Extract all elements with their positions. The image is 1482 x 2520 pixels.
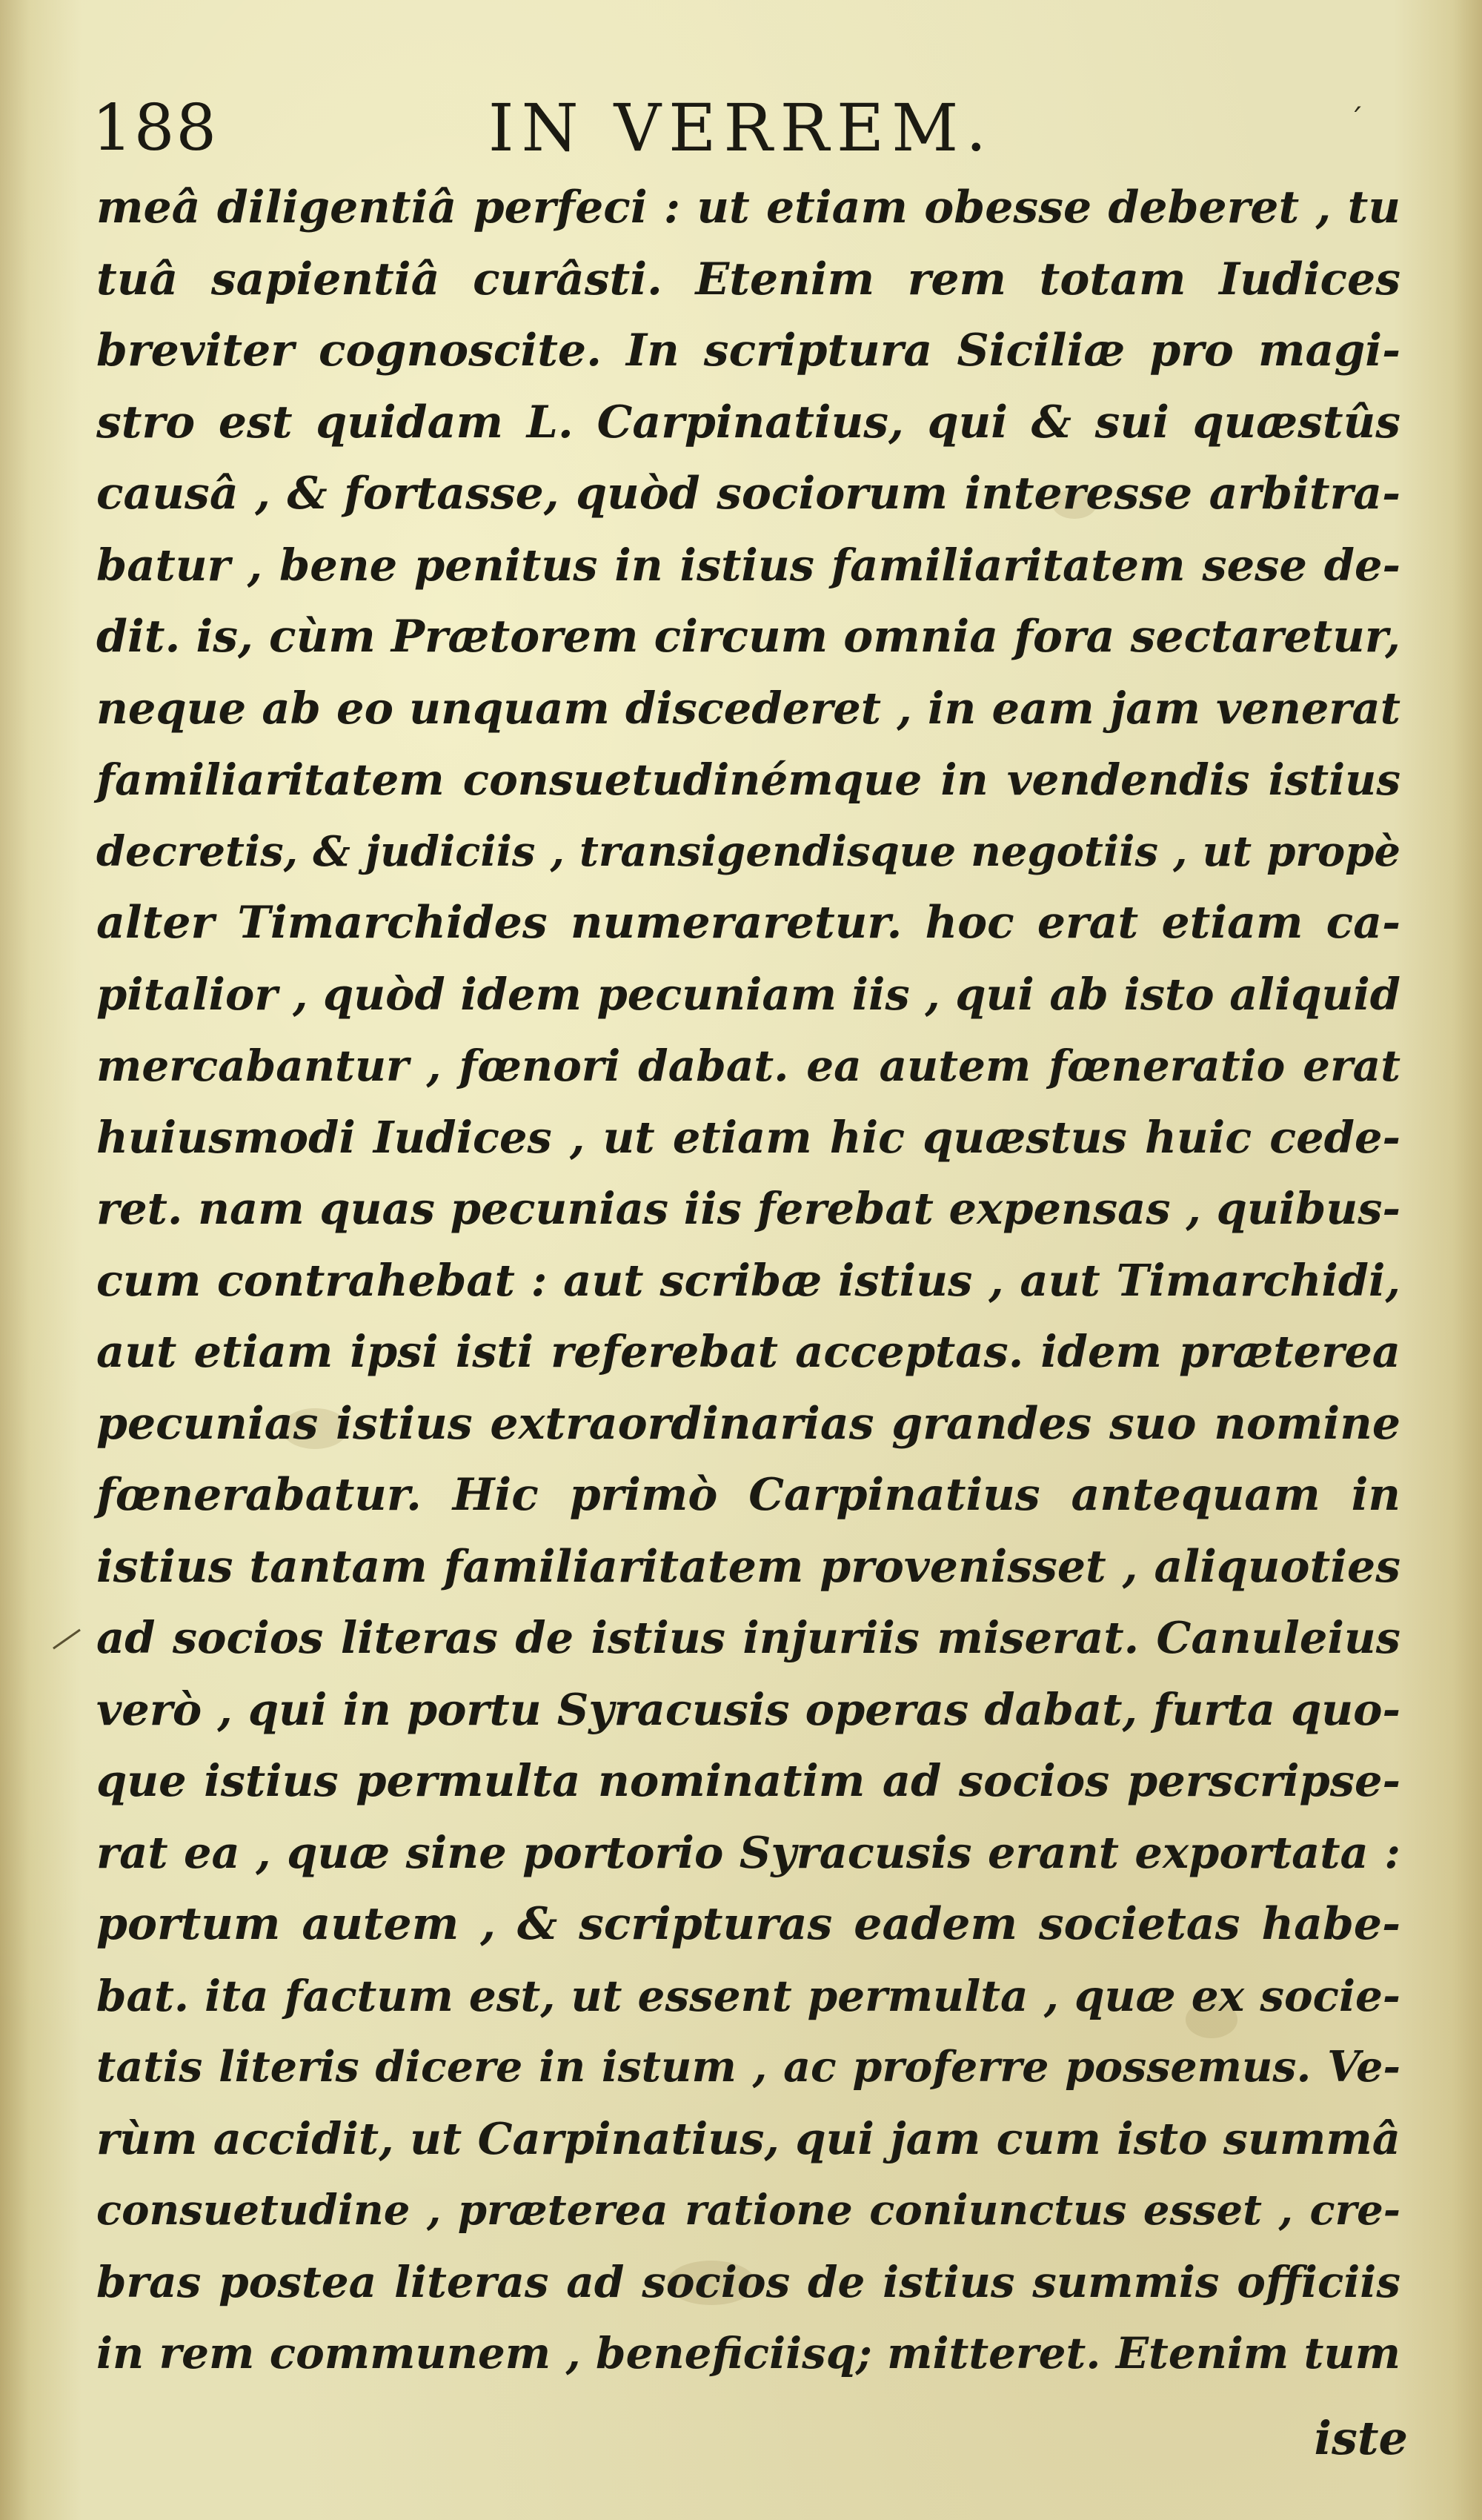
text-line: mercabantur , fœnori dabat. ea autem fœneratio erat [96, 1041, 1400, 1091]
text-line: batur , bene penitus in istius familiaritatem sese de- [96, 539, 1400, 591]
text-line: breviter cognoscite. In scriptura Siciliæ pro magi- [96, 325, 1400, 377]
text-line: pitalior , quòd idem pecuniam iis , qui ab isto aliquid [96, 968, 1401, 1020]
text-line: aut etiam ipsi isti referebat acceptas. idem præterea [96, 1326, 1400, 1377]
text-line: decretis, & judiciis , transigendisque negotiis , ut propè [96, 826, 1400, 876]
text-line: pecunias istius extraordinarias grandes suo nomine [96, 1397, 1400, 1450]
body-text [96, 172, 1400, 2390]
text-line: causâ , & fortasse, quòd sociorum interesse arbitra- [96, 468, 1400, 520]
page-number: 188 [92, 91, 219, 165]
text-line: huiusmodi Iudices , ut etiam hic quæstus huic cede- [96, 1111, 1400, 1163]
text-line: alter Timarchides numeraretur. hoc erat etiam ca- [96, 897, 1400, 949]
text-line: ret. nam quas pecunias iis ferebat expensas , quibus- [96, 1183, 1400, 1234]
text-line: rùm accidit, ut Carpinatius, qui jam cum isto summâ [96, 2112, 1400, 2164]
running-head: IN VERREM. [488, 90, 994, 166]
text-line: stro est quidam L. Carpinatius, qui & sui quæstûs [96, 396, 1400, 448]
margin-mark [53, 1629, 81, 1650]
text-line: verò , qui in portu Syracusis operas dabat, furta quo- [96, 1683, 1400, 1735]
text-line: ad socios literas de istius injuriis miserat. Canuleius [96, 1612, 1400, 1663]
text-line: portum autem , & scripturas eadem societas habe- [96, 1898, 1400, 1950]
corner-mark: ˊ [1349, 104, 1363, 138]
text-line: bras postea literas ad socios de istius summis officiis [96, 2256, 1400, 2307]
text-line: istius tantam familiaritatem provenisset , aliquoties [96, 1540, 1400, 1593]
text-line: cum contrahebat : aut scribæ istius , aut Timarchidi, [96, 1254, 1400, 1306]
text-line: que istius permulta nominatim ad socios perscripse- [96, 1755, 1400, 1806]
page-header [0, 87, 1482, 169]
text-line: dit. is, cùm Prætorem circum omnia fora sectaretur, [96, 611, 1400, 663]
catchword: iste [1314, 2411, 1408, 2465]
text-line: bat. ita factum est, ut essent permulta , quæ ex socie- [96, 1970, 1400, 2021]
text-line: tatis literis dicere in istum , ac proferre possemus. Ve- [96, 2042, 1400, 2092]
text-line: familiaritatem consuetudinémque in vendendis istius [96, 755, 1400, 805]
text-line: consuetudine , præterea ratione coniunctus esset , cre- [96, 2186, 1400, 2235]
text-line: neque ab eo unquam discederet , in eam jam venerat [96, 682, 1400, 734]
text-line: tuâ sapientiâ curâsti. Etenim rem totam Iudices [96, 253, 1400, 305]
text-line: meâ diligentiâ perfeci : ut etiam obesse deberet , tu [96, 182, 1400, 233]
text-line: fœnerabatur. Hic primò Carpinatius antequam in [96, 1469, 1400, 1521]
text-line: rat ea , quæ sine portorio Syracusis erant exportata : [96, 1826, 1400, 1878]
text-line: in rem communem , beneficiisq; mitteret. Etenim tum [96, 2328, 1400, 2378]
